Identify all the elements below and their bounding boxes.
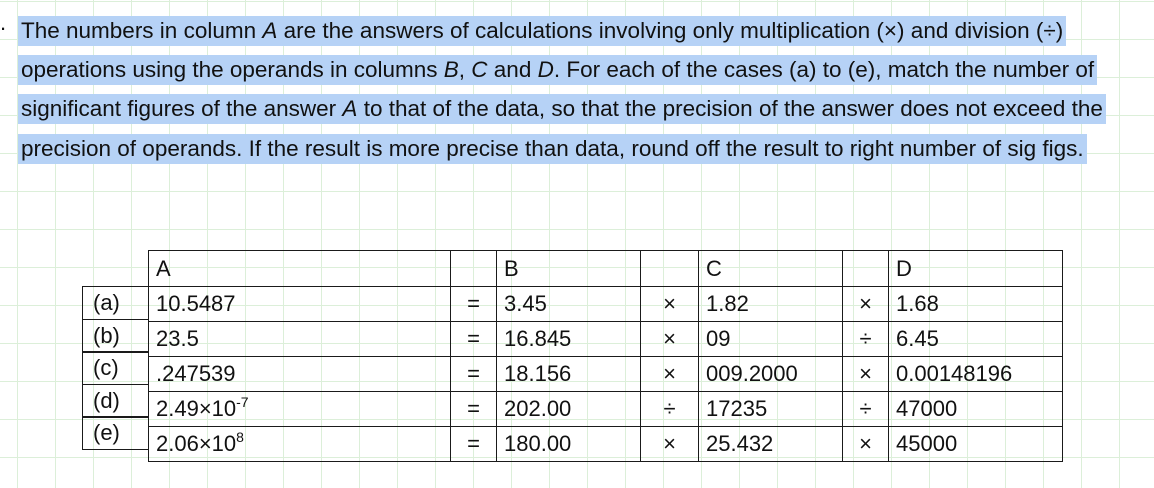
cell-C: 009.2000 (699, 357, 843, 392)
header-blank-op1 (641, 251, 699, 287)
header-B: B (497, 251, 641, 287)
operator-2: × (843, 287, 889, 322)
cell-C: 1.82 (699, 287, 843, 322)
row-label-a: (a) (82, 286, 148, 320)
cell-A: .247539 (149, 357, 451, 392)
equals-sign: = (451, 427, 497, 462)
cell-A: $2.06\times 10^8$ (149, 427, 451, 462)
equals-sign: = (451, 287, 497, 322)
operator-1: × (641, 322, 699, 357)
operands-table (148, 250, 1063, 462)
cell-D: 47000 (889, 392, 1063, 427)
header-A: A (149, 251, 451, 287)
row-label-c: (c) (82, 351, 148, 385)
cell-D: 0.00148196 (889, 357, 1063, 392)
operator-2: ÷ (843, 322, 889, 357)
operator-2: × (843, 357, 889, 392)
row-label-b: (b) (82, 319, 148, 353)
header-blank-op2 (843, 251, 889, 287)
table-row (149, 322, 1063, 357)
cell-D: 6.45 (889, 322, 1063, 357)
cell-B: 3.45 (497, 287, 641, 322)
equals-sign: = (451, 392, 497, 427)
header-C: C (699, 251, 843, 287)
table-row (149, 427, 1063, 462)
operator-2: × (843, 427, 889, 462)
header-D: D (889, 251, 1063, 287)
cell-D: 1.68 (889, 287, 1063, 322)
cell-B: 16.845 (497, 322, 641, 357)
table-row (149, 287, 1063, 322)
operator-2: ÷ (843, 392, 889, 427)
cell-D: 45000 (889, 427, 1063, 462)
table-row (149, 357, 1063, 392)
row-label-column (82, 286, 148, 450)
row-label-e: (e) (82, 416, 148, 450)
equals-sign: = (451, 357, 497, 392)
operator-1: × (641, 357, 699, 392)
operator-1: × (641, 287, 699, 322)
cell-A: 23.5 (149, 322, 451, 357)
cell-B: 180.00 (497, 427, 641, 462)
cell-A: 10.5487 (149, 287, 451, 322)
cell-C: 09 (699, 322, 843, 357)
question-text: The numbers in column A are the answers of calculations involving only multiplication (×) and division (÷) operations using the operands in columns B, C and D. For each of the cases (a) to (e), match the number of significant figures of the answer A to that of the data, so that the precision of the answer does not exceed the precision of operands. If the result is more precise than data, round off the result to right number of sig figs. (18, 11, 1148, 168)
leading-mark: . (0, 10, 7, 35)
cell-A: $2.49\times 10^{-7}$ (149, 392, 451, 427)
cell-B: 202.00 (497, 392, 641, 427)
operator-1: × (641, 427, 699, 462)
operator-1: ÷ (641, 392, 699, 427)
equals-sign: = (451, 322, 497, 357)
table-row (149, 392, 1063, 427)
cell-B: 18.156 (497, 357, 641, 392)
cell-C: 25.432 (699, 427, 843, 462)
cell-C: 17235 (699, 392, 843, 427)
row-label-d: (d) (82, 384, 148, 418)
header-blank-eq (451, 251, 497, 287)
table-header-row (149, 251, 1063, 287)
